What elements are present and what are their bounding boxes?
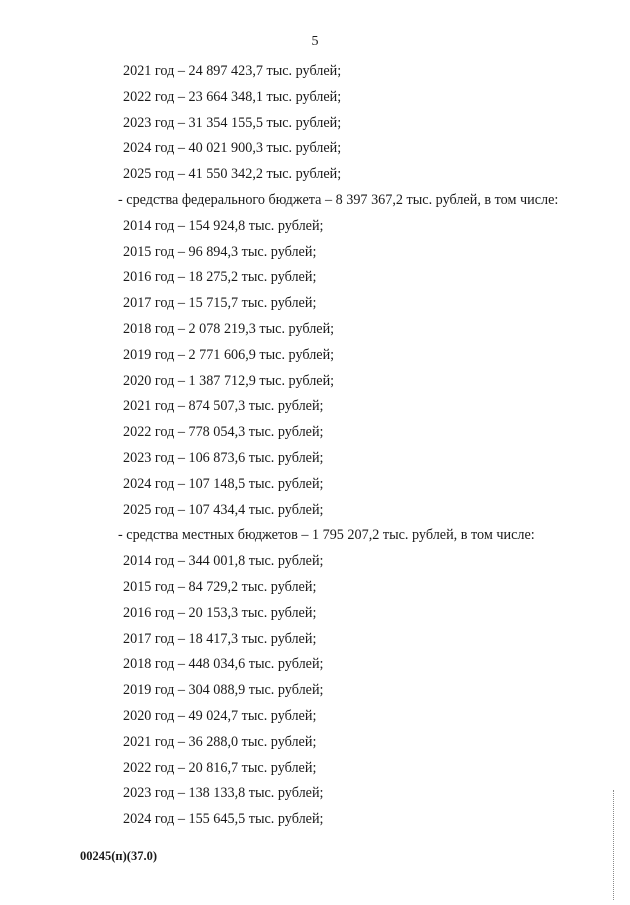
funding-line: 2020 год – 1 387 712,9 тыс. рублей; [123,372,335,389]
funding-line: 2025 год – 107 434,4 тыс. рублей; [123,501,324,518]
funding-line: 2016 год – 20 153,3 тыс. рублей; [123,604,317,621]
funding-line: 2024 год – 40 021 900,3 тыс. рублей; [123,140,342,157]
funding-line: 2017 год – 18 417,3 тыс. рублей; [123,630,317,647]
funding-line: 2022 год – 23 664 348,1 тыс. рублей; [123,88,342,105]
funding-line: 2014 год – 154 924,8 тыс. рублей; [123,217,324,234]
page-number: 5 [311,34,319,49]
document-code: 00245(п)(37.0) [80,849,157,863]
funding-line: 2022 год – 20 816,7 тыс. рублей; [123,759,317,776]
funding-line: 2021 год – 24 897 423,7 тыс. рублей; [123,63,342,79]
funding-line: 2021 год – 36 288,0 тыс. рублей; [123,733,317,750]
funding-line: 2018 год – 448 034,6 тыс. рублей; [123,656,324,673]
funding-line: 2024 год – 155 645,5 тыс. рублей; [123,811,324,828]
funding-line: 2022 год – 778 054,3 тыс. рублей; [123,424,324,441]
funding-line: 2019 год – 2 771 606,9 тыс. рублей; [123,346,335,363]
funding-line: 2016 год – 18 275,2 тыс. рублей; [123,269,317,286]
funding-line: 2017 год – 15 715,7 тыс. рублей; [123,295,317,312]
funding-list [0,62,630,836]
funding-line: 2019 год – 304 088,9 тыс. рублей; [123,682,324,699]
funding-line: 2023 год – 31 354 155,5 тыс. рублей; [123,114,342,131]
funding-line: 2020 год – 49 024,7 тыс. рублей; [123,707,317,724]
funding-line: 2024 год – 107 148,5 тыс. рублей; [123,475,324,492]
funding-line: 2015 год – 84 729,2 тыс. рублей; [123,578,317,595]
funding-line: 2014 год – 344 001,8 тыс. рублей; [123,553,324,570]
funding-line: 2023 год – 106 873,6 тыс. рублей; [123,449,324,466]
scan-edge-artifact [611,790,614,900]
funding-line: 2015 год – 96 894,3 тыс. рублей; [123,243,317,260]
funding-line: 2025 год – 41 550 342,2 тыс. рублей; [123,166,342,183]
local-budget-heading: - средства местных бюджетов – 1 795 207,2 тыс. рублей, в том числе: [118,527,535,544]
funding-line: 2023 год – 138 133,8 тыс. рублей; [123,785,324,802]
funding-line: 2021 год – 874 507,3 тыс. рублей; [123,398,324,415]
funding-line: 2018 год – 2 078 219,3 тыс. рублей; [123,320,335,337]
federal-budget-heading: - средства федерального бюджета – 8 397 367,2 тыс. рублей, в том числе: [118,191,559,208]
